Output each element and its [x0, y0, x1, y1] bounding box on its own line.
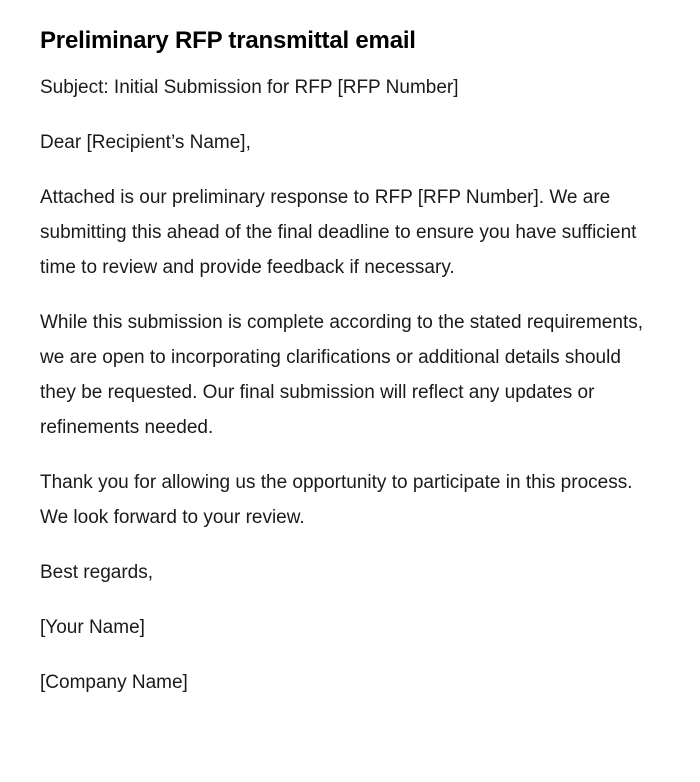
email-template-document: [40, 25, 650, 700]
signature-company: [Company Name]: [40, 672, 188, 693]
email-greeting: Dear [Recipient’s Name],: [40, 132, 251, 153]
email-body-paragraph-3: Thank you for allowing us the opportunity to participate in this process. We look forward to your review.: [40, 472, 633, 528]
email-subject-line: Subject: Initial Submission for RFP [RFP Number]: [40, 77, 459, 98]
email-body-paragraph-1: Attached is our preliminary response to RFP [RFP Number]. We are submitting this ahead of the final deadline to ensure you have sufficient time to review and provide feedback if necessary.: [40, 187, 637, 278]
signature-name: [Your Name]: [40, 617, 145, 638]
email-body-paragraph-2: While this submission is complete according to the stated requirements, we are open to incorporating clarifications or additional details should they be requested. Our final submission will reflect any updates or refinements needed.: [40, 312, 643, 438]
document-title: Preliminary RFP transmittal email: [40, 27, 416, 54]
email-closing: Best regards,: [40, 562, 153, 583]
